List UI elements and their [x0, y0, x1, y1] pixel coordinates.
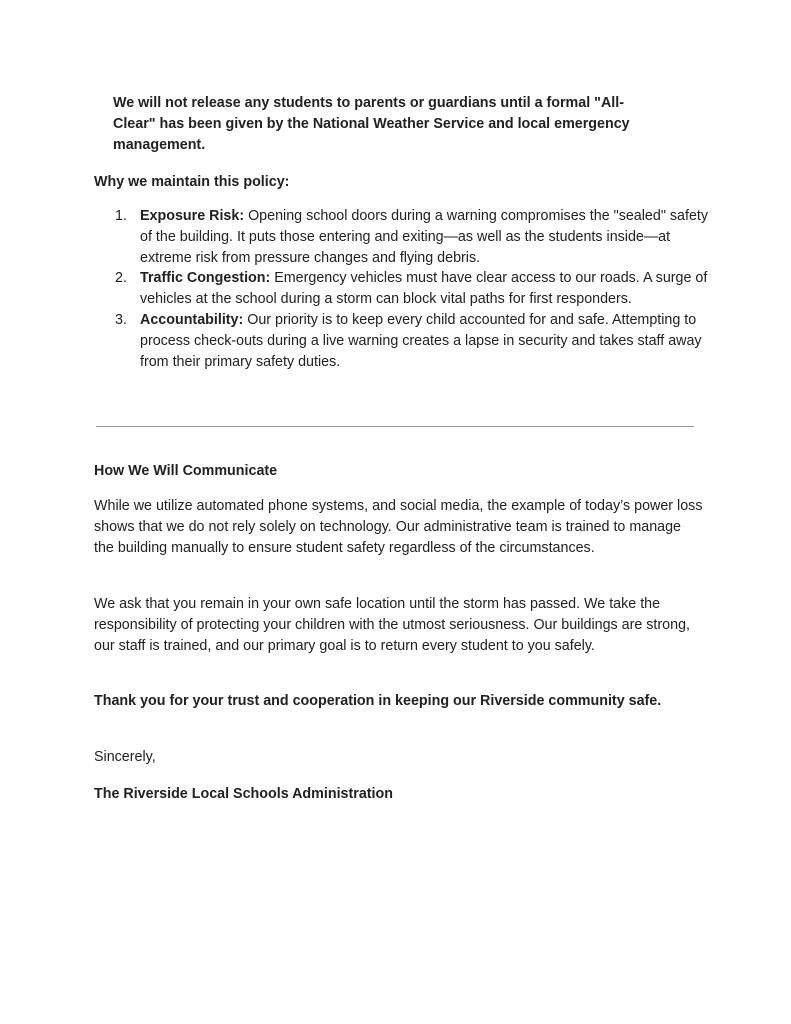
communication-paragraph: While we utilize automated phone systems, and social media, the example of today’s power loss shows that we do not rely solely on technology. Our administrative team is trained to manage the building manually to ensure student safety regardless of the circumstances.: [94, 498, 703, 556]
reason-term: Exposure Risk:: [140, 208, 245, 224]
why-policy-heading: Why we maintain this policy:: [94, 174, 290, 190]
reason-term: Traffic Congestion:: [140, 270, 271, 287]
reason-term: Accountability:: [140, 311, 244, 328]
reason-text: Our priority is to keep every child accounted for and safe. Attempting to process check-outs during a live warning creates a lapse in security and takes staff away from their primary safety duties.: [140, 311, 702, 370]
reason-number: 2.: [115, 270, 127, 287]
reason-number: 3.: [115, 311, 127, 328]
section-divider: [96, 426, 694, 427]
reason-text: Emergency vehicles must have clear access to our roads. A surge of vehicles at the school during a storm can block vital paths for first responders.: [140, 270, 708, 308]
reason-item-exposure-risk: [95, 206, 710, 268]
reason-text: Opening school doors during a warning compromises the "sealed" safety of the building. It puts those entering and exiting—as well as the students inside—at extreme risk from pressure changes and flying debris.: [140, 208, 709, 266]
reason-item-traffic-congestion: [95, 268, 710, 310]
signature: The Riverside Local Schools Administration: [94, 786, 393, 802]
signoff: Sincerely,: [94, 749, 156, 765]
safety-paragraph: We ask that you remain in your own safe location until the storm has passed. We take the responsibility of protecting your children with the utmost seriousness. Our buildings are strong, our staff is trained, and our primary goal is to return every student to you safely.: [94, 596, 690, 654]
reason-item-accountability: [95, 310, 710, 372]
communicate-heading: How We Will Communicate: [94, 463, 278, 479]
policy-statement: We will not release any students to parents or guardians until a formal "All-Clear" has been given by the National Weather Service and local emergency management.: [113, 95, 630, 153]
policy-reasons-list: [95, 206, 710, 372]
closing-statement: Thank you for your trust and cooperation in keeping our Riverside community safe.: [94, 693, 662, 709]
reason-number: 1.: [115, 208, 127, 224]
